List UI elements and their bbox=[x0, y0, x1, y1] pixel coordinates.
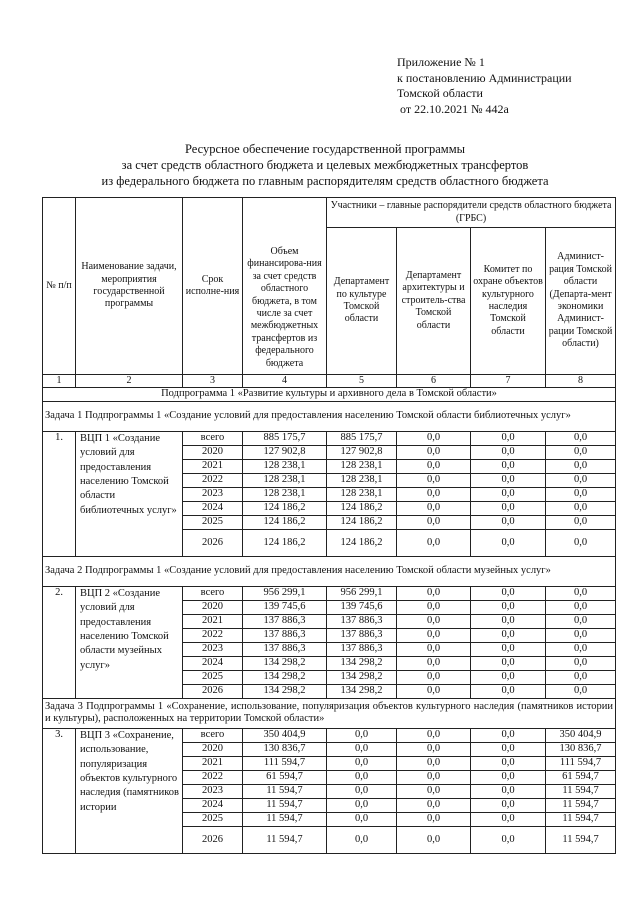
term-cell: 2022 bbox=[183, 770, 243, 784]
document-title bbox=[40, 141, 610, 189]
amount-cell: 0,0 bbox=[471, 798, 546, 812]
amount-cell: 134 298,2 bbox=[327, 670, 397, 684]
header-name: Наименование задачи, мероприятия государственной программы bbox=[76, 198, 183, 375]
amount-cell: 127 902,8 bbox=[243, 445, 327, 459]
column-number: 5 bbox=[327, 375, 397, 388]
amount-cell: 0,0 bbox=[397, 459, 471, 473]
task-title-row: Задача 3 Подпрограммы 1 «Сохранение, использование, популяризация объектов культурного наследия (памятников истории и культуры), расположенных на территории Томской области» bbox=[43, 698, 616, 728]
term-cell: 2024 bbox=[183, 656, 243, 670]
appendix-line: Томской области bbox=[397, 86, 483, 100]
amount-cell: 0,0 bbox=[471, 459, 546, 473]
amount-cell: 134 298,2 bbox=[243, 656, 327, 670]
title-line: Ресурсное обеспечение государственной программы bbox=[184, 142, 466, 156]
amount-cell: 0,0 bbox=[397, 728, 471, 742]
amount-cell: 0,0 bbox=[546, 473, 616, 487]
amount-cell: 956 299,1 bbox=[243, 586, 327, 600]
amount-cell: 0,0 bbox=[327, 756, 397, 770]
activity-name: ВЦП 2 «Создание условий для предоставления населению Томской области музейных услуг» bbox=[76, 586, 183, 698]
amount-cell: 0,0 bbox=[397, 784, 471, 798]
amount-cell: 0,0 bbox=[327, 798, 397, 812]
amount-cell: 0,0 bbox=[397, 529, 471, 556]
amount-cell: 11 594,7 bbox=[546, 826, 616, 853]
activity-name: ВЦП 1 «Создание условий для предоставления населению Томской области библиотечных услуг» bbox=[76, 431, 183, 556]
amount-cell: 111 594,7 bbox=[243, 756, 327, 770]
amount-cell: 0,0 bbox=[546, 586, 616, 600]
table-row bbox=[43, 431, 616, 445]
amount-cell: 0,0 bbox=[397, 656, 471, 670]
amount-cell: 0,0 bbox=[546, 459, 616, 473]
term-cell: 2020 bbox=[183, 600, 243, 614]
amount-cell: 111 594,7 bbox=[546, 756, 616, 770]
amount-cell: 0,0 bbox=[471, 487, 546, 501]
amount-cell: 11 594,7 bbox=[546, 798, 616, 812]
header-num: № п/п bbox=[43, 198, 76, 375]
amount-cell: 137 886,3 bbox=[243, 628, 327, 642]
amount-cell: 130 836,7 bbox=[243, 742, 327, 756]
task-title-row: Задача 1 Подпрограммы 1 «Создание условий для предоставления населению Томской области библиотечных услуг» bbox=[43, 401, 616, 431]
amount-cell: 134 298,2 bbox=[327, 684, 397, 698]
amount-cell: 134 298,2 bbox=[327, 656, 397, 670]
term-cell: 2024 bbox=[183, 501, 243, 515]
header-admin: Админист-рация Томской области (Департа-мент экономики Админист-рации Томской области) bbox=[546, 228, 616, 375]
amount-cell: 0,0 bbox=[546, 487, 616, 501]
term-cell: 2023 bbox=[183, 642, 243, 656]
row-number: 2. bbox=[43, 586, 76, 698]
term-cell: 2025 bbox=[183, 515, 243, 529]
table-row bbox=[43, 586, 616, 600]
amount-cell: 0,0 bbox=[471, 812, 546, 826]
row-number: 1. bbox=[43, 431, 76, 556]
amount-cell: 124 186,2 bbox=[327, 501, 397, 515]
amount-cell: 0,0 bbox=[397, 642, 471, 656]
amount-cell: 124 186,2 bbox=[327, 529, 397, 556]
amount-cell: 0,0 bbox=[397, 670, 471, 684]
term-cell: 2021 bbox=[183, 459, 243, 473]
amount-cell: 885 175,7 bbox=[327, 431, 397, 445]
amount-cell: 0,0 bbox=[397, 600, 471, 614]
amount-cell: 127 902,8 bbox=[327, 445, 397, 459]
column-number: 3 bbox=[183, 375, 243, 388]
amount-cell: 130 836,7 bbox=[546, 742, 616, 756]
amount-cell: 0,0 bbox=[397, 812, 471, 826]
amount-cell: 0,0 bbox=[471, 614, 546, 628]
task-title-row: Задача 2 Подпрограммы 1 «Создание условий для предоставления населению Томской области музейных услуг» bbox=[43, 556, 616, 586]
amount-cell: 0,0 bbox=[471, 656, 546, 670]
amount-cell: 350 404,9 bbox=[546, 728, 616, 742]
amount-cell: 0,0 bbox=[397, 798, 471, 812]
term-cell: 2020 bbox=[183, 742, 243, 756]
amount-cell: 11 594,7 bbox=[546, 784, 616, 798]
amount-cell: 0,0 bbox=[471, 826, 546, 853]
column-number: 8 bbox=[546, 375, 616, 388]
amount-cell: 0,0 bbox=[471, 431, 546, 445]
term-cell: всего bbox=[183, 431, 243, 445]
amount-cell: 0,0 bbox=[471, 529, 546, 556]
appendix-line: от 22.10.2021 № 442а bbox=[400, 101, 509, 116]
activity-name: ВЦП 3 «Сохранение, использование, популяризация объектов культурного наследия (памятников истории bbox=[76, 728, 183, 853]
amount-cell: 139 745,6 bbox=[327, 600, 397, 614]
amount-cell: 0,0 bbox=[546, 656, 616, 670]
amount-cell: 128 238,1 bbox=[327, 459, 397, 473]
amount-cell: 0,0 bbox=[546, 642, 616, 656]
amount-cell: 0,0 bbox=[397, 628, 471, 642]
row-number: 3. bbox=[43, 728, 76, 853]
amount-cell: 124 186,2 bbox=[243, 529, 327, 556]
appendix-line: к постановлению Администрации bbox=[397, 70, 572, 85]
column-number: 4 bbox=[243, 375, 327, 388]
amount-cell: 0,0 bbox=[397, 770, 471, 784]
amount-cell: 0,0 bbox=[546, 614, 616, 628]
amount-cell: 11 594,7 bbox=[243, 798, 327, 812]
amount-cell: 956 299,1 bbox=[327, 586, 397, 600]
amount-cell: 0,0 bbox=[471, 445, 546, 459]
term-cell: 2025 bbox=[183, 812, 243, 826]
amount-cell: 0,0 bbox=[471, 586, 546, 600]
amount-cell: 0,0 bbox=[397, 742, 471, 756]
amount-cell: 124 186,2 bbox=[327, 515, 397, 529]
amount-cell: 0,0 bbox=[397, 614, 471, 628]
term-cell: 2025 bbox=[183, 670, 243, 684]
header-committee: Комитет по охране объектов культурного наследия Томской области bbox=[471, 228, 546, 375]
amount-cell: 137 886,3 bbox=[327, 642, 397, 656]
amount-cell: 11 594,7 bbox=[243, 812, 327, 826]
amount-cell: 0,0 bbox=[471, 742, 546, 756]
header-dept-arch: Департамент архитектуры и строитель-ства Томской области bbox=[397, 228, 471, 375]
term-cell: 2026 bbox=[183, 826, 243, 853]
amount-cell: 0,0 bbox=[546, 670, 616, 684]
amount-cell: 0,0 bbox=[471, 784, 546, 798]
column-number: 7 bbox=[471, 375, 546, 388]
resource-table bbox=[42, 197, 616, 854]
title-line: из федерального бюджета по главным распорядителям средств областного бюджета bbox=[101, 174, 549, 188]
amount-cell: 0,0 bbox=[397, 586, 471, 600]
header-volume: Объем финансирова-ния за счет средств областного бюджета, в том числе за счет межбюджетных трансфертов из федерального бюджета bbox=[243, 198, 327, 375]
amount-cell: 350 404,9 bbox=[243, 728, 327, 742]
amount-cell: 0,0 bbox=[471, 756, 546, 770]
amount-cell: 0,0 bbox=[546, 515, 616, 529]
amount-cell: 0,0 bbox=[327, 784, 397, 798]
term-cell: 2022 bbox=[183, 473, 243, 487]
amount-cell: 0,0 bbox=[397, 487, 471, 501]
appendix-block bbox=[397, 55, 572, 117]
amount-cell: 128 238,1 bbox=[243, 459, 327, 473]
amount-cell: 0,0 bbox=[397, 826, 471, 853]
term-cell: 2021 bbox=[183, 756, 243, 770]
amount-cell: 0,0 bbox=[471, 770, 546, 784]
amount-cell: 61 594,7 bbox=[243, 770, 327, 784]
amount-cell: 61 594,7 bbox=[546, 770, 616, 784]
amount-cell: 11 594,7 bbox=[243, 826, 327, 853]
amount-cell: 0,0 bbox=[327, 742, 397, 756]
table-row bbox=[43, 728, 616, 742]
term-cell: 2021 bbox=[183, 614, 243, 628]
amount-cell: 137 886,3 bbox=[243, 614, 327, 628]
amount-cell: 0,0 bbox=[471, 728, 546, 742]
appendix-line: Приложение № 1 bbox=[397, 55, 485, 69]
amount-cell: 0,0 bbox=[397, 684, 471, 698]
amount-cell: 0,0 bbox=[397, 501, 471, 515]
subprogram-row: Подпрограмма 1 «Развитие культуры и архивного дела в Томской области» bbox=[43, 388, 616, 401]
term-cell: 2022 bbox=[183, 628, 243, 642]
amount-cell: 0,0 bbox=[471, 628, 546, 642]
amount-cell: 0,0 bbox=[327, 770, 397, 784]
amount-cell: 0,0 bbox=[397, 756, 471, 770]
title-line: за счет средств областного бюджета и целевых межбюджетных трансфертов bbox=[121, 158, 529, 172]
amount-cell: 0,0 bbox=[546, 445, 616, 459]
header-dept-culture: Департамент по культуре Томской области bbox=[327, 228, 397, 375]
amount-cell: 134 298,2 bbox=[243, 684, 327, 698]
amount-cell: 0,0 bbox=[471, 515, 546, 529]
amount-cell: 0,0 bbox=[546, 600, 616, 614]
amount-cell: 128 238,1 bbox=[327, 487, 397, 501]
amount-cell: 0,0 bbox=[327, 826, 397, 853]
term-cell: всего bbox=[183, 728, 243, 742]
amount-cell: 139 745,6 bbox=[243, 600, 327, 614]
amount-cell: 137 886,3 bbox=[243, 642, 327, 656]
header-participants: Участники – главные распорядители средств областного бюджета (ГРБС) bbox=[327, 198, 616, 228]
term-cell: 2023 bbox=[183, 784, 243, 798]
amount-cell: 0,0 bbox=[546, 431, 616, 445]
amount-cell: 0,0 bbox=[397, 473, 471, 487]
amount-cell: 134 298,2 bbox=[243, 670, 327, 684]
amount-cell: 0,0 bbox=[546, 501, 616, 515]
amount-cell: 0,0 bbox=[471, 600, 546, 614]
amount-cell: 0,0 bbox=[397, 515, 471, 529]
amount-cell: 0,0 bbox=[397, 445, 471, 459]
amount-cell: 128 238,1 bbox=[243, 473, 327, 487]
amount-cell: 0,0 bbox=[546, 684, 616, 698]
amount-cell: 0,0 bbox=[471, 642, 546, 656]
amount-cell: 0,0 bbox=[471, 684, 546, 698]
amount-cell: 0,0 bbox=[471, 670, 546, 684]
amount-cell: 0,0 bbox=[327, 812, 397, 826]
amount-cell: 124 186,2 bbox=[243, 515, 327, 529]
term-cell: 2024 bbox=[183, 798, 243, 812]
amount-cell: 137 886,3 bbox=[327, 628, 397, 642]
amount-cell: 11 594,7 bbox=[546, 812, 616, 826]
term-cell: 2026 bbox=[183, 529, 243, 556]
amount-cell: 0,0 bbox=[471, 473, 546, 487]
column-number: 6 bbox=[397, 375, 471, 388]
amount-cell: 885 175,7 bbox=[243, 431, 327, 445]
amount-cell: 124 186,2 bbox=[243, 501, 327, 515]
amount-cell: 137 886,3 bbox=[327, 614, 397, 628]
amount-cell: 128 238,1 bbox=[243, 487, 327, 501]
term-cell: всего bbox=[183, 586, 243, 600]
amount-cell: 0,0 bbox=[471, 501, 546, 515]
amount-cell: 0,0 bbox=[397, 431, 471, 445]
term-cell: 2026 bbox=[183, 684, 243, 698]
column-number: 1 bbox=[43, 375, 76, 388]
amount-cell: 0,0 bbox=[327, 728, 397, 742]
amount-cell: 128 238,1 bbox=[327, 473, 397, 487]
column-number: 2 bbox=[76, 375, 183, 388]
term-cell: 2023 bbox=[183, 487, 243, 501]
header-term: Срок исполне-ния bbox=[183, 198, 243, 375]
amount-cell: 11 594,7 bbox=[243, 784, 327, 798]
term-cell: 2020 bbox=[183, 445, 243, 459]
amount-cell: 0,0 bbox=[546, 529, 616, 556]
amount-cell: 0,0 bbox=[546, 628, 616, 642]
